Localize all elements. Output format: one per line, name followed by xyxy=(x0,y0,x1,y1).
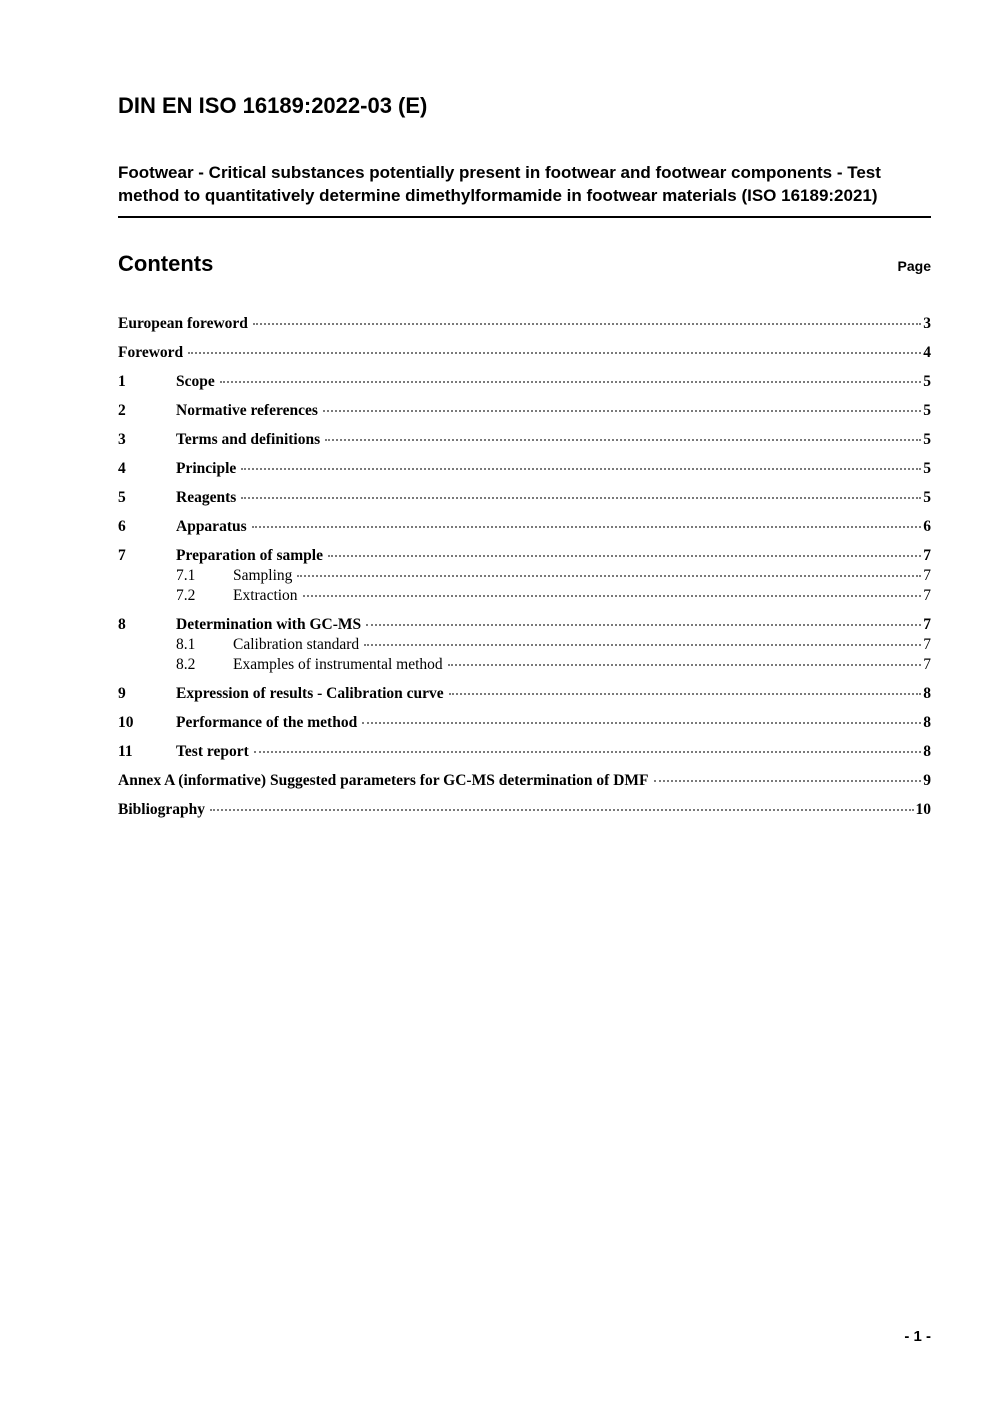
toc-entry xyxy=(118,656,931,673)
toc-entry-page: 10 xyxy=(915,801,931,818)
toc-entry-number: 6 xyxy=(118,518,126,535)
toc-entry-label: Determination with GC-MS xyxy=(176,616,362,633)
toc-entry-page: 4 xyxy=(923,344,931,361)
toc-entry-label: Calibration standard xyxy=(233,636,360,653)
toc-dot-leader xyxy=(253,323,921,325)
toc-entry xyxy=(118,344,931,361)
toc-dot-leader xyxy=(325,439,921,441)
toc-entry-label: Examples of instrumental method xyxy=(233,656,443,673)
toc-dot-leader xyxy=(241,468,921,470)
toc-entry xyxy=(118,489,931,506)
toc-entry-number: 1 xyxy=(118,373,126,390)
toc-entry xyxy=(118,315,931,332)
toc-dot-leader xyxy=(449,693,922,695)
toc-dot-leader xyxy=(328,555,921,557)
toc-entry-label: Principle xyxy=(176,460,237,477)
toc-entry-page: 8 xyxy=(923,714,931,731)
toc-entry-number: 7.1 xyxy=(176,567,196,584)
toc-entry-page: 7 xyxy=(923,616,931,633)
toc-entry xyxy=(118,373,931,390)
toc-dot-leader xyxy=(297,575,921,577)
toc-entry xyxy=(118,587,931,604)
toc-entry-page: 5 xyxy=(923,431,931,448)
toc-entry-label: Annex A (informative) Suggested parameters for GC-MS determination of DMF xyxy=(118,772,649,789)
toc-entry-number: 2 xyxy=(118,402,126,419)
toc-dot-leader xyxy=(220,381,922,383)
footer-page-number: - 1 - xyxy=(904,1328,931,1345)
toc-dot-leader xyxy=(448,664,922,666)
toc-entry-label: Preparation of sample xyxy=(176,547,323,564)
page-body xyxy=(118,0,931,1403)
table-of-contents xyxy=(118,315,931,818)
toc-entry-label: Performance of the method xyxy=(176,714,358,731)
toc-entry-label: European foreword xyxy=(118,315,248,332)
document-header-title: DIN EN ISO 16189:2022-03 (E) xyxy=(118,93,428,118)
toc-entry-page: 6 xyxy=(923,518,931,535)
toc-dot-leader xyxy=(210,809,914,811)
toc-entry xyxy=(118,460,931,477)
toc-dot-leader xyxy=(241,497,921,499)
toc-entry-number: 8 xyxy=(118,616,126,633)
toc-entry-label: Foreword xyxy=(118,344,184,361)
toc-entry-page: 7 xyxy=(923,547,931,564)
toc-entry xyxy=(118,547,931,564)
toc-entry-page: 5 xyxy=(923,402,931,419)
toc-entry-number: 8.1 xyxy=(176,636,196,653)
toc-entry-page: 8 xyxy=(923,685,931,702)
toc-entry-page: 5 xyxy=(923,489,931,506)
toc-entry-number: 7.2 xyxy=(176,587,196,604)
toc-entry xyxy=(118,636,931,653)
toc-entry-number: 9 xyxy=(118,685,126,702)
document-title: Footwear - Critical substances potentially present in footwear and footwear components - Test method to quantitatively determine dimethylformamide in footwear materials (ISO 16189:2021) xyxy=(118,163,881,205)
toc-entry-page: 7 xyxy=(923,636,931,653)
toc-entry-label: Terms and definitions xyxy=(176,431,321,448)
toc-dot-leader xyxy=(362,722,921,724)
toc-entry xyxy=(118,801,931,818)
toc-dot-leader xyxy=(252,526,922,528)
contents-heading: Contents xyxy=(118,251,214,276)
toc-entry-label: Test report xyxy=(176,743,249,760)
toc-entry-number: 11 xyxy=(118,743,133,760)
toc-entry xyxy=(118,431,931,448)
toc-dot-leader xyxy=(303,595,922,597)
toc-entry xyxy=(118,772,931,789)
toc-entry-label: Sampling xyxy=(233,567,293,584)
toc-entry xyxy=(118,685,931,702)
toc-entry-page: 8 xyxy=(923,743,931,760)
toc-entry-page: 9 xyxy=(923,772,931,789)
toc-entry xyxy=(118,714,931,731)
toc-dot-leader xyxy=(323,410,921,412)
toc-dot-leader xyxy=(364,644,921,646)
toc-dot-leader xyxy=(654,780,922,782)
toc-entry xyxy=(118,518,931,535)
contents-header-row xyxy=(118,251,931,277)
toc-entry xyxy=(118,402,931,419)
toc-entry-number: 7 xyxy=(118,547,126,564)
toc-entry xyxy=(118,616,931,633)
toc-entry-page: 5 xyxy=(923,460,931,477)
page-column-label: Page xyxy=(897,258,931,274)
toc-entry-label: Extraction xyxy=(233,587,298,604)
toc-entry-page: 3 xyxy=(923,315,931,332)
toc-entry-label: Reagents xyxy=(176,489,237,506)
toc-dot-leader xyxy=(188,352,921,354)
toc-entry-number: 5 xyxy=(118,489,126,506)
toc-entry-page: 7 xyxy=(923,656,931,673)
toc-dot-leader xyxy=(254,751,921,753)
toc-entry-page: 5 xyxy=(923,373,931,390)
toc-entry-page: 7 xyxy=(923,567,931,584)
toc-entry-label: Expression of results - Calibration curve xyxy=(176,685,444,702)
toc-entry-label: Normative references xyxy=(176,402,318,419)
toc-entry-number: 4 xyxy=(118,460,126,477)
toc-entry-number: 3 xyxy=(118,431,126,448)
toc-entry-number: 8.2 xyxy=(176,656,196,673)
toc-entry-page: 7 xyxy=(923,587,931,604)
toc-entry xyxy=(118,743,931,760)
document-title-block xyxy=(118,161,931,218)
toc-entry-label: Bibliography xyxy=(118,801,205,818)
toc-entry-label: Scope xyxy=(176,373,215,390)
toc-entry-number: 10 xyxy=(118,714,134,731)
toc-dot-leader xyxy=(366,624,921,626)
toc-entry-label: Apparatus xyxy=(176,518,247,535)
toc-entry xyxy=(118,567,931,584)
